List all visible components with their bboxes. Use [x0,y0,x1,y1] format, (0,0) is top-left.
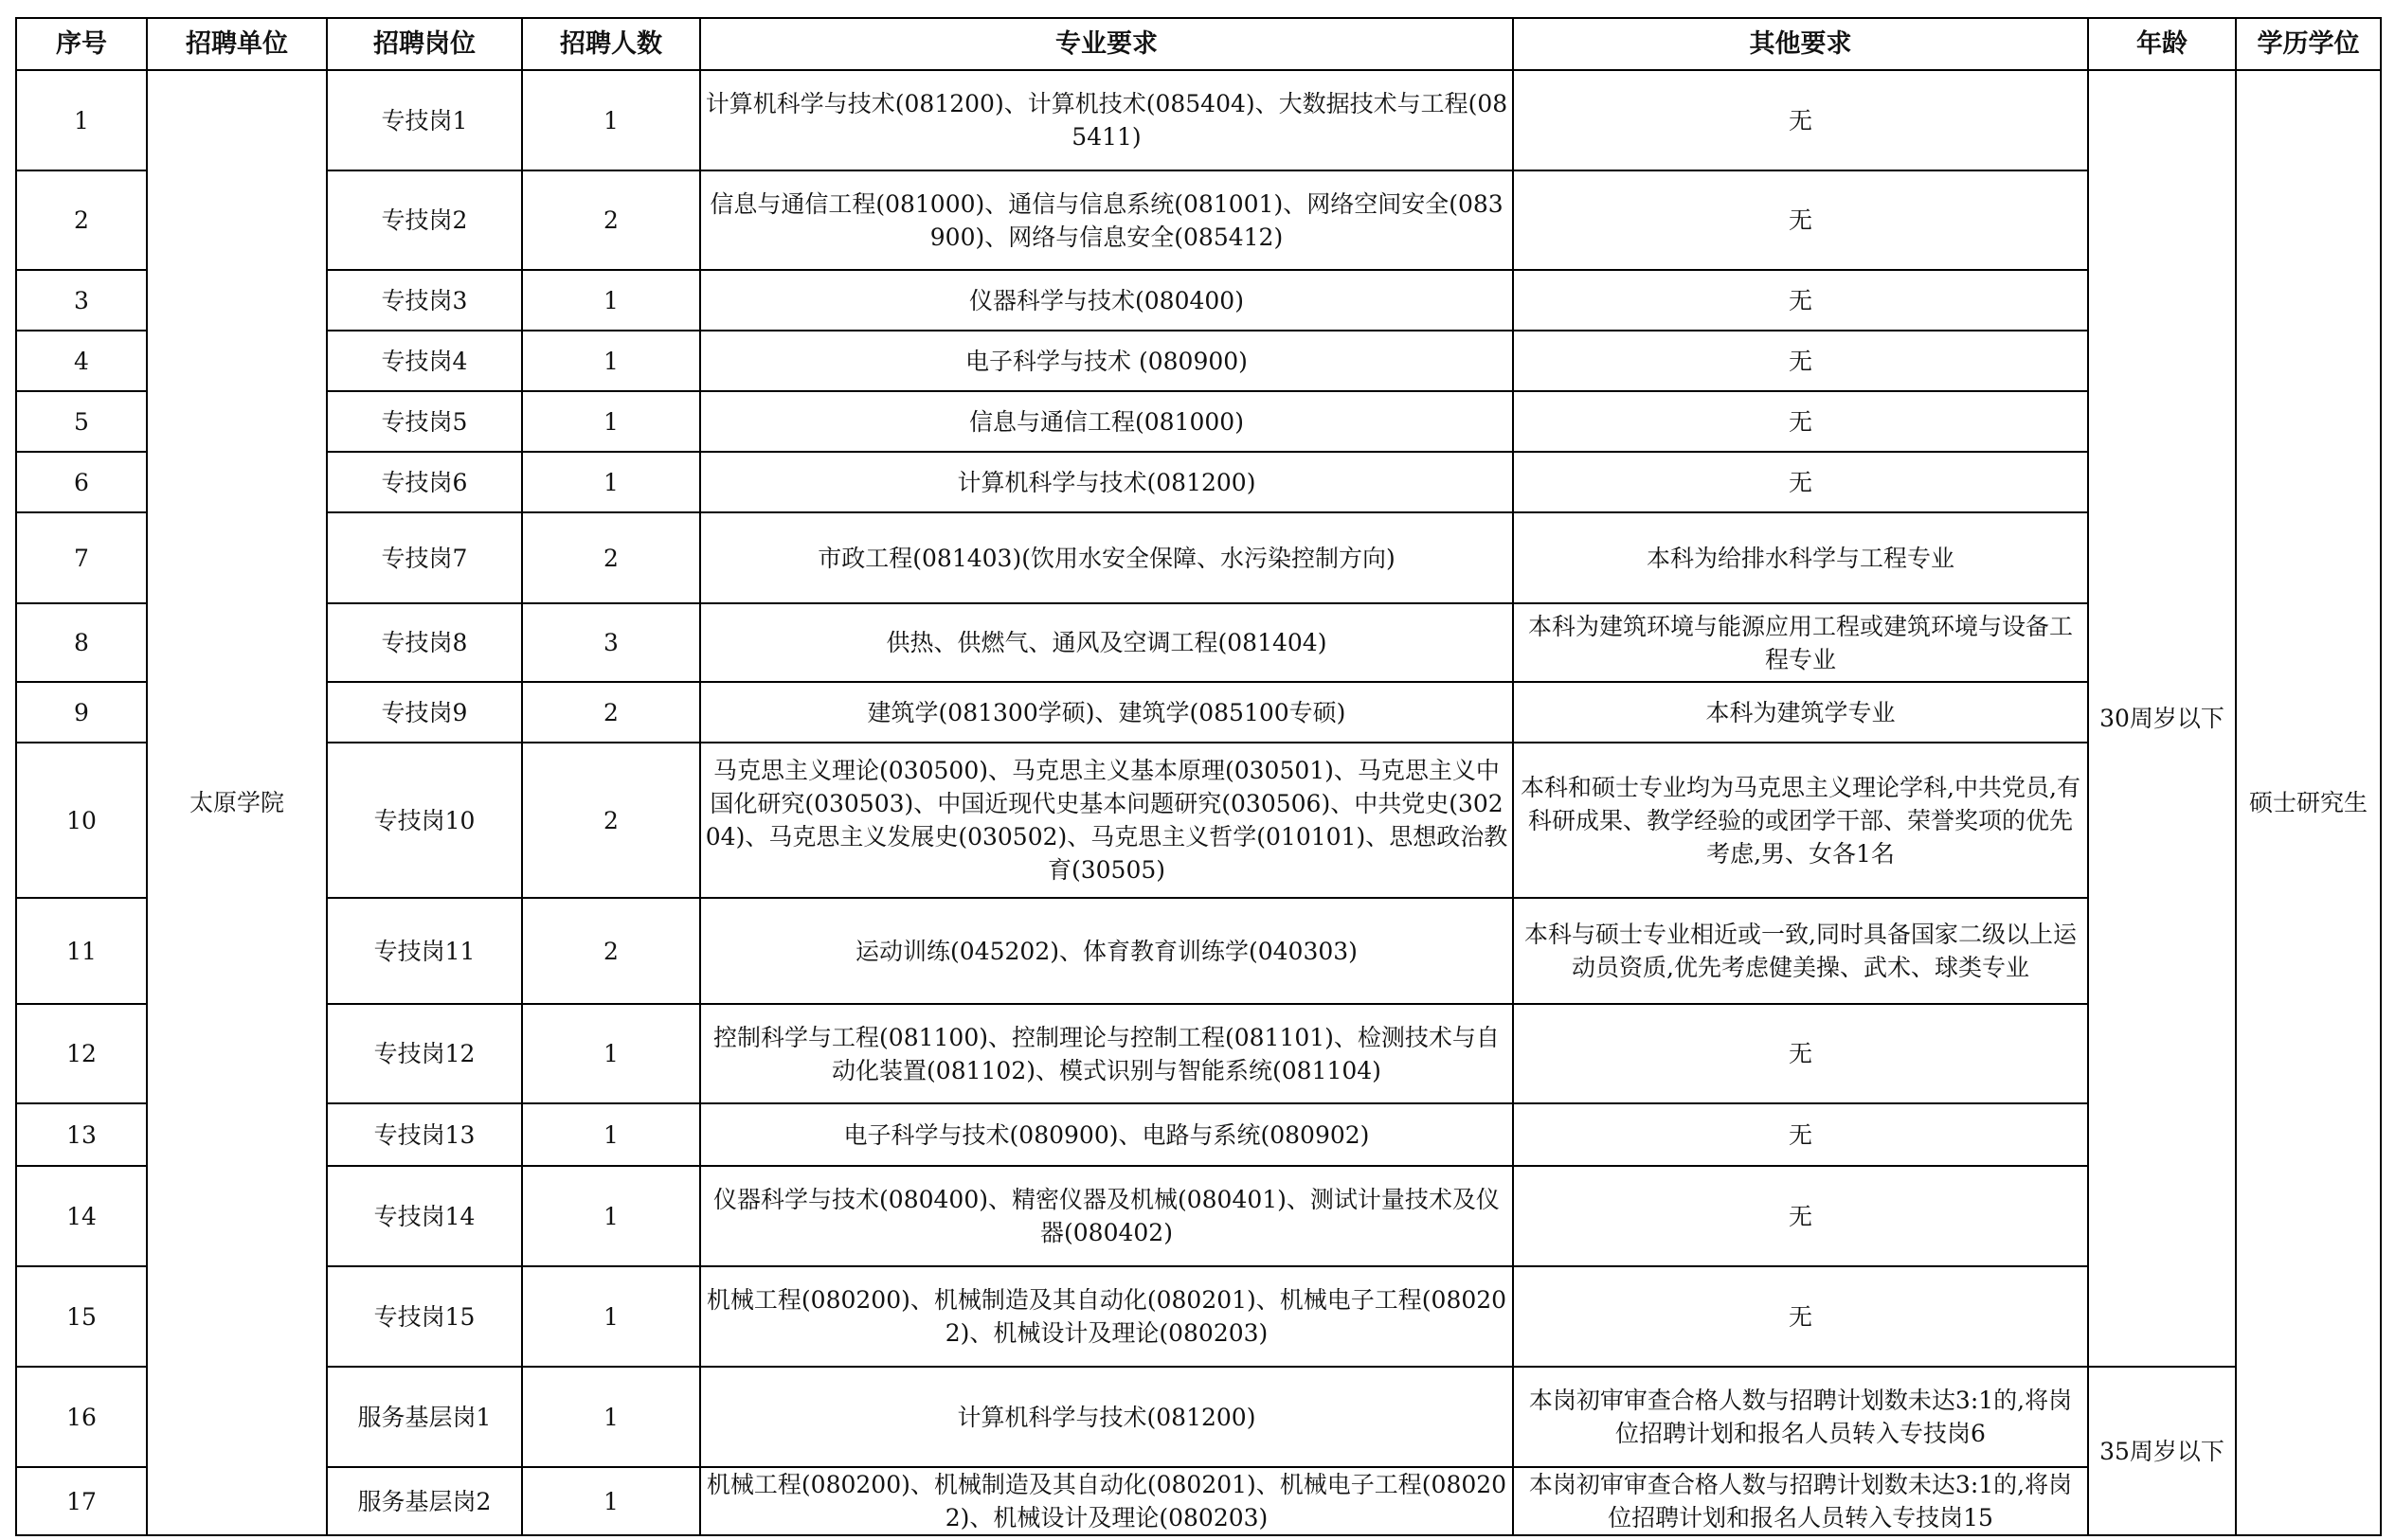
table-row [16,603,2381,682]
row-post: 专技岗2 [327,170,522,270]
row-major: 信息与通信工程(081000)、通信与信息系统(081001)、网络空间安全(083900)、网络与信息安全(085412) [700,170,1513,270]
row-post: 专技岗4 [327,331,522,391]
row-other: 本科和硕士专业均为马克思主义理论学科,中共党员,有科研成果、教学经验的或团学干部、荣誉奖项的优先考虑,男、女各1名 [1513,743,2088,898]
row-count: 1 [522,1266,700,1367]
row-post: 专技岗14 [327,1166,522,1266]
row-no: 3 [16,270,147,331]
row-other: 本科与硕士专业相近或一致,同时具备国家二级以上运动员资质,优先考虑健美操、武术、球类专业 [1513,898,2088,1004]
row-count: 2 [522,743,700,898]
row-other: 本科为建筑学专业 [1513,682,2088,743]
table-row [16,512,2381,603]
row-post: 专技岗11 [327,898,522,1004]
row-major: 电子科学与技术 (080900) [700,331,1513,391]
row-major: 市政工程(081403)(饮用水安全保障、水污染控制方向) [700,512,1513,603]
row-count: 1 [522,391,700,452]
table-row [16,898,2381,1004]
row-no: 14 [16,1166,147,1266]
row-major: 建筑学(081300学硕)、建筑学(085100专硕) [700,682,1513,743]
row-other: 无 [1513,1266,2088,1367]
table-row [16,70,2381,170]
row-post: 专技岗13 [327,1103,522,1166]
row-other: 无 [1513,1004,2088,1103]
row-major: 信息与通信工程(081000) [700,391,1513,452]
table-row [16,743,2381,898]
row-major: 控制科学与工程(081100)、控制理论与控制工程(081101)、检测技术与自动化装置(081102)、模式识别与智能系统(081104) [700,1004,1513,1103]
row-major: 计算机科学与技术(081200)、计算机技术(085404)、大数据技术与工程(085411) [700,70,1513,170]
table-row [16,331,2381,391]
table-row [16,1166,2381,1266]
row-no: 16 [16,1367,147,1467]
row-major: 机械工程(080200)、机械制造及其自动化(080201)、机械电子工程(080202)、机械设计及理论(080203) [700,1266,1513,1367]
row-post: 专技岗9 [327,682,522,743]
row-major: 仪器科学与技术(080400) [700,270,1513,331]
row-post: 专技岗5 [327,391,522,452]
row-count: 2 [522,898,700,1004]
row-no: 6 [16,452,147,512]
row-count: 1 [522,1467,700,1535]
row-no: 5 [16,391,147,452]
row-count: 1 [522,1367,700,1467]
table-row [16,452,2381,512]
row-major: 计算机科学与技术(081200) [700,1367,1513,1467]
row-count: 2 [522,170,700,270]
age-cell-35: 35周岁以下 [2088,1367,2236,1535]
row-count: 1 [522,70,700,170]
row-post: 专技岗6 [327,452,522,512]
row-no: 11 [16,898,147,1004]
table-row [16,1367,2381,1467]
row-no: 15 [16,1266,147,1367]
row-post: 专技岗10 [327,743,522,898]
row-major: 计算机科学与技术(081200) [700,452,1513,512]
table-row [16,1467,2381,1535]
row-other: 本岗初审审查合格人数与招聘计划数未达3:1的,将岗位招聘计划和报名人员转入专技岗15 [1513,1467,2088,1535]
table-row [16,682,2381,743]
table-row [16,1103,2381,1166]
row-other: 本科为建筑环境与能源应用工程或建筑环境与设备工程专业 [1513,603,2088,682]
recruitment-table [15,17,2382,1536]
header-no: 序号 [16,18,147,70]
row-no: 9 [16,682,147,743]
age-cell-30: 30周岁以下 [2088,70,2236,1367]
row-no: 10 [16,743,147,898]
row-count: 3 [522,603,700,682]
row-count: 1 [522,452,700,512]
row-major: 仪器科学与技术(080400)、精密仪器及机械(080401)、测试计量技术及仪器(080402) [700,1166,1513,1266]
row-count: 1 [522,331,700,391]
row-other: 无 [1513,391,2088,452]
row-other: 无 [1513,452,2088,512]
row-no: 1 [16,70,147,170]
row-other: 本科为给排水科学与工程专业 [1513,512,2088,603]
row-other: 无 [1513,70,2088,170]
row-no: 13 [16,1103,147,1166]
row-major: 运动训练(045202)、体育教育训练学(040303) [700,898,1513,1004]
row-major: 机械工程(080200)、机械制造及其自动化(080201)、机械电子工程(080202)、机械设计及理论(080203) [700,1467,1513,1535]
header-age: 年龄 [2088,18,2236,70]
row-other: 无 [1513,1166,2088,1266]
row-major: 供热、供燃气、通风及空调工程(081404) [700,603,1513,682]
row-no: 7 [16,512,147,603]
degree-cell: 硕士研究生 [2236,70,2381,1535]
row-post: 专技岗8 [327,603,522,682]
row-post: 专技岗1 [327,70,522,170]
row-no: 12 [16,1004,147,1103]
row-count: 1 [522,1103,700,1166]
table-row [16,1004,2381,1103]
table-row [16,1266,2381,1367]
row-count: 1 [522,1004,700,1103]
row-other: 无 [1513,270,2088,331]
header-major: 专业要求 [700,18,1513,70]
row-post: 服务基层岗1 [327,1367,522,1467]
row-count: 2 [522,512,700,603]
row-count: 1 [522,1166,700,1266]
header-count: 招聘人数 [522,18,700,70]
row-post: 专技岗15 [327,1266,522,1367]
table-row [16,270,2381,331]
header-unit: 招聘单位 [147,18,327,70]
row-no: 8 [16,603,147,682]
row-other: 无 [1513,170,2088,270]
row-count: 2 [522,682,700,743]
row-other: 本岗初审审查合格人数与招聘计划数未达3:1的,将岗位招聘计划和报名人员转入专技岗6 [1513,1367,2088,1467]
row-other: 无 [1513,1103,2088,1166]
row-post: 专技岗7 [327,512,522,603]
row-major: 马克思主义理论(030500)、马克思主义基本原理(030501)、马克思主义中国化研究(030503)、中国近现代史基本问题研究(030506)、中共党史(30204)、马克思主义发展史(030502)、马克思主义哲学(010101)、思想政治教育(30505) [700,743,1513,898]
header-row [16,18,2381,70]
row-post: 服务基层岗2 [327,1467,522,1535]
row-count: 1 [522,270,700,331]
row-no: 17 [16,1467,147,1535]
header-post: 招聘岗位 [327,18,522,70]
row-other: 无 [1513,331,2088,391]
header-degree: 学历学位 [2236,18,2381,70]
header-other: 其他要求 [1513,18,2088,70]
table-row [16,170,2381,270]
row-major: 电子科学与技术(080900)、电路与系统(080902) [700,1103,1513,1166]
row-post: 专技岗3 [327,270,522,331]
row-no: 2 [16,170,147,270]
row-no: 4 [16,331,147,391]
row-post: 专技岗12 [327,1004,522,1103]
unit-cell: 太原学院 [147,70,327,1535]
table-row [16,391,2381,452]
